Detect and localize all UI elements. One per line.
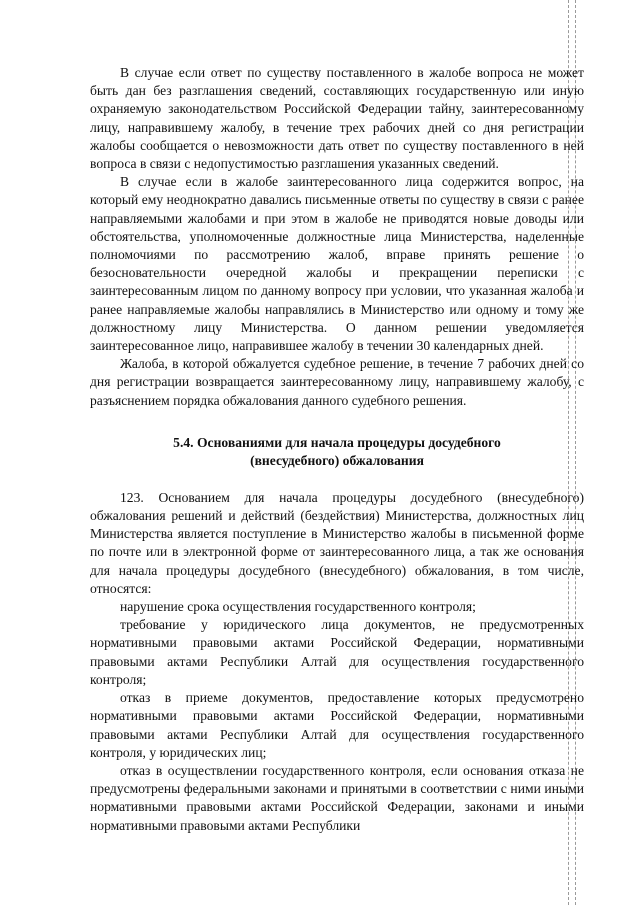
paragraph: В случае если ответ по существу поставленного в жалобе вопроса не может быть дан без разглашения сведений, составляющих государственную или иную охраняемую законодательством Российской Федерации тайну, заинтересованному лицу, направившему жалобу, в течение трех рабочих дней со дня регистрации жалобы сообщается о невозможности дать ответ по существу поставленного в ней вопроса в связи с недопустимостью разглашения указанных сведений. [90,65,584,172]
section-heading-line: (внесудебного) обжалования [250,453,424,469]
list-item: отказ в осуществлении государственного контроля, если основания отказа не предусмотрены федеральными законами и принятыми в соответствии с ними иными нормативными правовыми актами Российской Федерации, законами и иными нормативными правовыми актами Республики [90,762,584,833]
list-item: требование у юридического лица документов, не предусмотренных нормативными правовыми актами Российской Федерации, нормативными правовыми актами Республики Алтай для осуществления государственного контроля; [90,617,584,687]
paragraph: В случае если в жалобе заинтересованного лица содержится вопрос, на который ему неоднократно давались письменные ответы по существу в связи с ранее направляемыми жалобами и при этом в жалобе не приводятся новые доводы или обстоятельства, уполномоченные должностные лица Министерства, наделенные полномочиями по рассмотрению жалоб, вправе принять решение о безосновательности очередной жалобы и прекращении переписки с заинтересованным лицом по данному вопросу при условии, что указанная жалоба и ранее направляемые жалобы направлялись в Министерство или одному и тому же должностному лицу Министерства. О данном решении уведомляется заинтересованное лицо, направившее жалобу в течении 30 календарных дней. [90,174,584,354]
section-heading [90,434,584,471]
document-body [90,64,584,835]
list-item: отказ в приеме документов, предоставление которых предусмотрено нормативными правовыми актами Российской Федерации, нормативными правовыми актами Республики Алтай для осуществления государственного контроля, у юридических лиц; [90,690,584,760]
list-item: нарушение срока осуществления государственного контроля; [120,599,476,615]
paragraph: 123. Основанием для начала процедуры досудебного (внесудебного) обжалования решений и действий (бездействия) Министерства, должностных лиц Министерства является поступление в Министерство жалобы в письменной форме по почте или в электронной форме от заинтересованного лица, а так же основания для начала процедуры досудебного (внесудебного) обжалования, в том числе, относятся: [90,489,584,596]
section-heading-line: 5.4. Основаниями для начала процедуры досудебного [173,434,501,450]
paragraph: Жалоба, в которой обжалуется судебное решение, в течение 7 рабочих дней со дня регистрации возвращается заинтересованному лицу, направившему жалобу, с разъяснением порядка обжалования данного судебного решения. [90,356,584,408]
